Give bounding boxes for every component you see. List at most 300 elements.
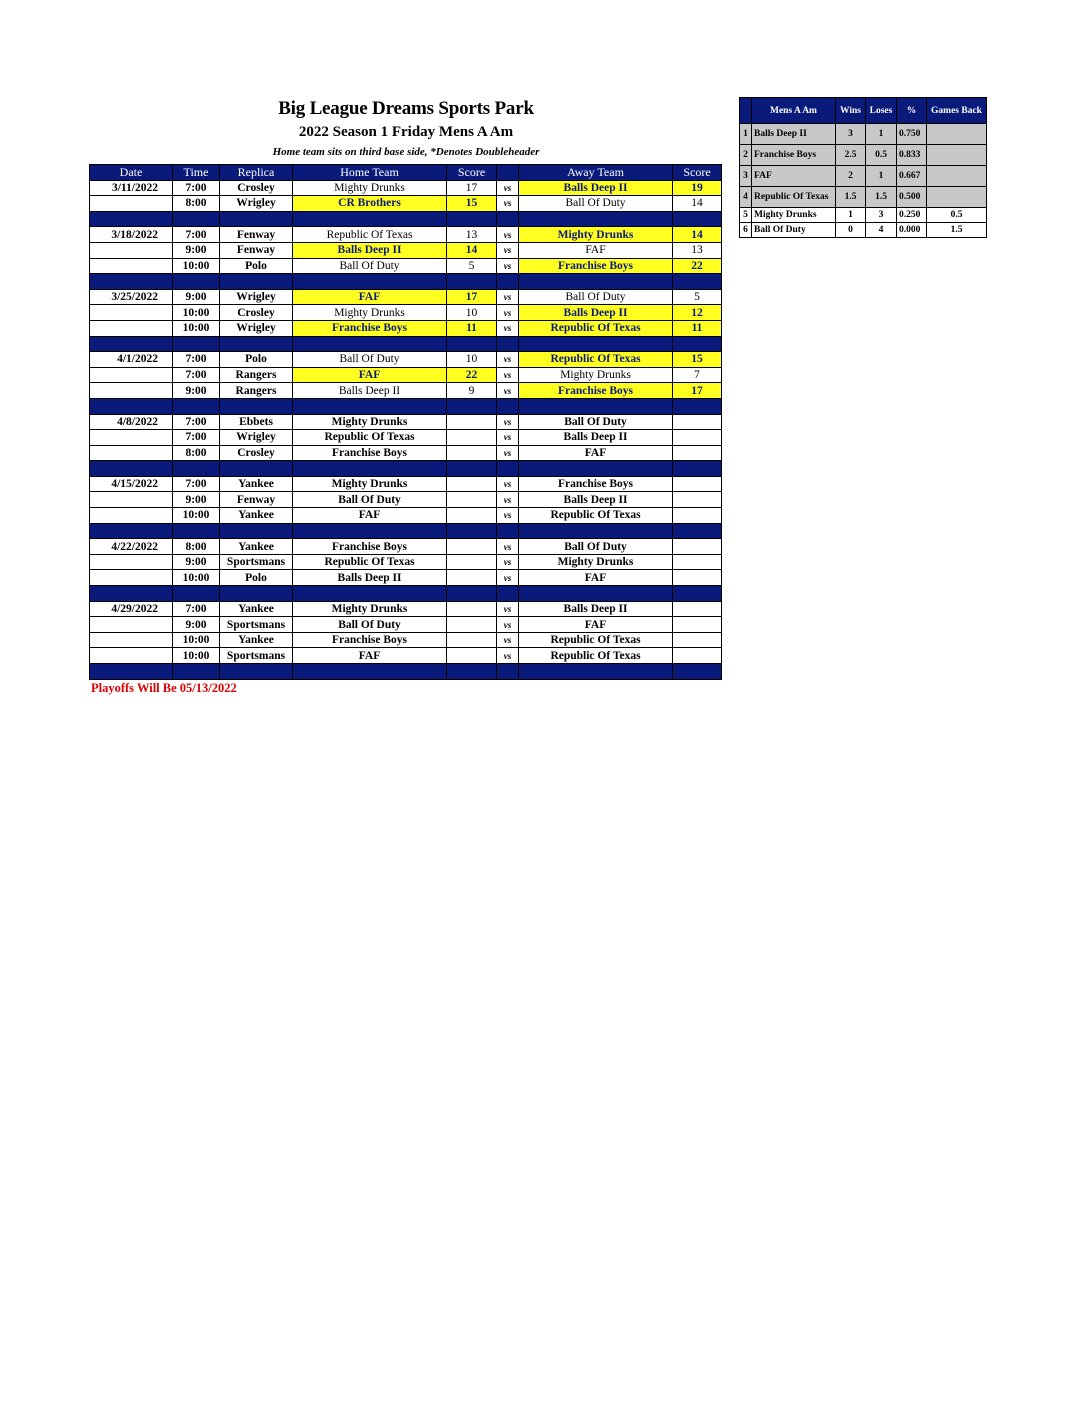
game-time: 9:00 (173, 242, 220, 258)
standings-wins: 2 (836, 166, 866, 187)
away-score: 14 (673, 196, 722, 212)
game-date: 4/1/2022 (90, 352, 173, 368)
away-score: 19 (673, 180, 722, 196)
game-time: 7:00 (173, 180, 220, 196)
standings-rank-header (740, 98, 752, 124)
separator-cell (293, 211, 447, 227)
separator-cell (447, 586, 497, 602)
away-team: Ball Of Duty (519, 414, 673, 430)
away-score (673, 476, 722, 492)
game-date (90, 492, 173, 508)
game-time: 10:00 (173, 648, 220, 664)
home-team: Balls Deep II (293, 570, 447, 586)
game-replica: Crosley (220, 180, 293, 196)
standings-games-back: 1.5 (927, 223, 987, 238)
week-separator (90, 211, 722, 227)
vs-label: vs (497, 414, 519, 430)
standings-games-back (927, 145, 987, 166)
away-team: Balls Deep II (519, 305, 673, 321)
separator-cell (673, 523, 722, 539)
standings-team: Franchise Boys (752, 145, 836, 166)
game-date: 4/22/2022 (90, 539, 173, 555)
standings-row (740, 223, 987, 238)
game-row (90, 617, 722, 633)
col-time-header: Time (173, 165, 220, 181)
separator-cell (293, 664, 447, 680)
separator-cell (173, 274, 220, 290)
week-separator (90, 664, 722, 680)
game-time: 10:00 (173, 570, 220, 586)
game-time: 9:00 (173, 289, 220, 305)
separator-cell (519, 523, 673, 539)
separator-cell (90, 664, 173, 680)
home-score (447, 414, 497, 430)
standings-row (740, 145, 987, 166)
separator-cell (673, 586, 722, 602)
game-row (90, 258, 722, 274)
game-replica: Sportsmans (220, 554, 293, 570)
away-team: FAF (519, 445, 673, 461)
game-time: 7:00 (173, 430, 220, 446)
game-time: 10:00 (173, 508, 220, 524)
separator-cell (173, 523, 220, 539)
separator-cell (447, 211, 497, 227)
home-score: 14 (447, 242, 497, 258)
home-team: Republic Of Texas (293, 227, 447, 243)
home-score: 15 (447, 196, 497, 212)
home-score (447, 476, 497, 492)
standings-loses: 1 (866, 166, 897, 187)
standings-pct-header: % (897, 98, 927, 124)
separator-cell (220, 274, 293, 290)
game-row (90, 492, 722, 508)
game-replica: Fenway (220, 492, 293, 508)
col-away-score-header: Score (673, 165, 722, 181)
home-score: 9 (447, 383, 497, 399)
game-date: 3/18/2022 (90, 227, 173, 243)
game-time: 10:00 (173, 305, 220, 321)
standings-loses: 3 (866, 208, 897, 223)
separator-cell (497, 461, 519, 477)
week-separator (90, 398, 722, 414)
away-team: Ball Of Duty (519, 289, 673, 305)
separator-cell (293, 336, 447, 352)
standings-rank: 2 (740, 145, 752, 166)
away-team: FAF (519, 617, 673, 633)
separator-cell (173, 211, 220, 227)
vs-label: vs (497, 367, 519, 383)
home-team: Franchise Boys (293, 632, 447, 648)
separator-cell (293, 586, 447, 602)
home-score (447, 554, 497, 570)
standings-rank: 4 (740, 187, 752, 208)
home-team: Franchise Boys (293, 539, 447, 555)
standings-row (740, 208, 987, 223)
game-time: 7:00 (173, 227, 220, 243)
game-row (90, 289, 722, 305)
standings-loses-header: Loses (866, 98, 897, 124)
home-team: Mighty Drunks (293, 305, 447, 321)
game-date (90, 570, 173, 586)
away-score: 7 (673, 367, 722, 383)
game-replica: Fenway (220, 242, 293, 258)
separator-cell (220, 398, 293, 414)
separator-cell (519, 461, 673, 477)
separator-cell (293, 523, 447, 539)
separator-cell (673, 398, 722, 414)
game-date (90, 320, 173, 336)
away-team: Balls Deep II (519, 430, 673, 446)
separator-cell (519, 274, 673, 290)
home-team: Republic Of Texas (293, 430, 447, 446)
game-row (90, 508, 722, 524)
standings-team: Republic Of Texas (752, 187, 836, 208)
standings-team: Ball Of Duty (752, 223, 836, 238)
game-date (90, 648, 173, 664)
vs-label: vs (497, 227, 519, 243)
standings-pct: 0.833 (897, 145, 927, 166)
standings-games-back (927, 166, 987, 187)
game-time: 9:00 (173, 617, 220, 633)
standings-pct: 0.750 (897, 124, 927, 145)
away-score: 14 (673, 227, 722, 243)
game-replica: Polo (220, 258, 293, 274)
game-time: 7:00 (173, 352, 220, 368)
game-time: 10:00 (173, 258, 220, 274)
week-separator (90, 586, 722, 602)
away-score: 22 (673, 258, 722, 274)
separator-cell (220, 461, 293, 477)
game-time: 8:00 (173, 445, 220, 461)
vs-label: vs (497, 445, 519, 461)
away-score (673, 554, 722, 570)
game-row (90, 539, 722, 555)
home-score (447, 539, 497, 555)
away-score: 11 (673, 320, 722, 336)
col-vs-header (497, 165, 519, 181)
game-time: 9:00 (173, 554, 220, 570)
vs-label: vs (497, 508, 519, 524)
separator-cell (497, 523, 519, 539)
home-team: Balls Deep II (293, 383, 447, 399)
away-score (673, 445, 722, 461)
separator-cell (293, 398, 447, 414)
home-score (447, 632, 497, 648)
separator-cell (497, 398, 519, 414)
home-team: FAF (293, 648, 447, 664)
standings-team: Balls Deep II (752, 124, 836, 145)
game-date (90, 305, 173, 321)
page-subtitle: 2022 Season 1 Friday Mens A Am (298, 124, 514, 140)
away-team: Franchise Boys (519, 258, 673, 274)
standings-row (740, 124, 987, 145)
separator-cell (220, 211, 293, 227)
vs-label: vs (497, 554, 519, 570)
vs-label: vs (497, 289, 519, 305)
away-team: FAF (519, 570, 673, 586)
home-team: CR Brothers (293, 196, 447, 212)
separator-cell (90, 523, 173, 539)
standings-wins: 1 (836, 208, 866, 223)
separator-cell (293, 461, 447, 477)
standings-table (739, 97, 987, 238)
separator-cell (447, 336, 497, 352)
standings-rank: 1 (740, 124, 752, 145)
standings-games-back (927, 187, 987, 208)
home-score (447, 492, 497, 508)
home-score: 22 (447, 367, 497, 383)
home-score (447, 617, 497, 633)
game-replica: Yankee (220, 539, 293, 555)
game-row (90, 242, 722, 258)
home-score (447, 601, 497, 617)
home-team: Ball Of Duty (293, 352, 447, 368)
game-row (90, 445, 722, 461)
game-date (90, 508, 173, 524)
separator-cell (293, 274, 447, 290)
standings-loses: 1 (866, 124, 897, 145)
vs-label: vs (497, 617, 519, 633)
game-row (90, 180, 722, 196)
home-score: 13 (447, 227, 497, 243)
standings-loses: 4 (866, 223, 897, 238)
home-score: 11 (447, 320, 497, 336)
game-row (90, 554, 722, 570)
separator-cell (447, 274, 497, 290)
home-team: Mighty Drunks (293, 476, 447, 492)
separator-cell (220, 664, 293, 680)
away-team: Republic Of Texas (519, 320, 673, 336)
game-date (90, 258, 173, 274)
separator-cell (90, 586, 173, 602)
vs-label: vs (497, 383, 519, 399)
standings-pct: 0.667 (897, 166, 927, 187)
home-score (447, 445, 497, 461)
game-row (90, 305, 722, 321)
week-separator (90, 336, 722, 352)
home-team: Mighty Drunks (293, 414, 447, 430)
vs-label: vs (497, 648, 519, 664)
week-separator (90, 274, 722, 290)
page-title: Big League Dreams Sports Park (278, 98, 534, 119)
home-team: FAF (293, 508, 447, 524)
home-score: 17 (447, 180, 497, 196)
home-team: FAF (293, 367, 447, 383)
away-score (673, 632, 722, 648)
game-row (90, 648, 722, 664)
game-row (90, 227, 722, 243)
col-home-team-header: Home Team (293, 165, 447, 181)
separator-cell (519, 336, 673, 352)
game-replica: Ebbets (220, 414, 293, 430)
separator-cell (497, 336, 519, 352)
home-score (447, 570, 497, 586)
home-team: Mighty Drunks (293, 601, 447, 617)
away-score: 13 (673, 242, 722, 258)
game-time: 9:00 (173, 492, 220, 508)
away-score (673, 508, 722, 524)
game-time: 7:00 (173, 367, 220, 383)
separator-cell (497, 664, 519, 680)
away-team: Franchise Boys (519, 383, 673, 399)
game-replica: Polo (220, 352, 293, 368)
separator-cell (447, 398, 497, 414)
separator-cell (497, 274, 519, 290)
home-team: Balls Deep II (293, 242, 447, 258)
home-score (447, 648, 497, 664)
vs-label: vs (497, 258, 519, 274)
vs-label: vs (497, 430, 519, 446)
standings-team: Mighty Drunks (752, 208, 836, 223)
away-score (673, 617, 722, 633)
game-replica: Sportsmans (220, 648, 293, 664)
vs-label: vs (497, 570, 519, 586)
col-date-header: Date (90, 165, 173, 181)
separator-cell (220, 586, 293, 602)
vs-label: vs (497, 352, 519, 368)
away-team: Mighty Drunks (519, 554, 673, 570)
col-home-score-header: Score (447, 165, 497, 181)
separator-cell (90, 336, 173, 352)
separator-cell (673, 461, 722, 477)
standings-games-back (927, 124, 987, 145)
game-date: 4/8/2022 (90, 414, 173, 430)
vs-label: vs (497, 320, 519, 336)
separator-cell (90, 398, 173, 414)
standings-rank: 3 (740, 166, 752, 187)
home-team: Mighty Drunks (293, 180, 447, 196)
separator-cell (90, 274, 173, 290)
standings-wins: 3 (836, 124, 866, 145)
game-row (90, 570, 722, 586)
away-score (673, 539, 722, 555)
game-date (90, 383, 173, 399)
week-separator (90, 461, 722, 477)
standings-rank: 5 (740, 208, 752, 223)
standings-wins: 1.5 (836, 187, 866, 208)
separator-cell (220, 523, 293, 539)
vs-label: vs (497, 196, 519, 212)
vs-label: vs (497, 476, 519, 492)
game-row (90, 601, 722, 617)
home-team: FAF (293, 289, 447, 305)
standings-pct: 0.500 (897, 187, 927, 208)
game-replica: Polo (220, 570, 293, 586)
game-row (90, 476, 722, 492)
game-date (90, 242, 173, 258)
separator-cell (447, 523, 497, 539)
week-separator (90, 523, 722, 539)
vs-label: vs (497, 305, 519, 321)
away-score (673, 430, 722, 446)
separator-cell (519, 664, 673, 680)
col-replica-header: Replica (220, 165, 293, 181)
home-team: Republic Of Texas (293, 554, 447, 570)
away-score: 15 (673, 352, 722, 368)
away-team: Republic Of Texas (519, 352, 673, 368)
separator-cell (673, 664, 722, 680)
away-team: Mighty Drunks (519, 227, 673, 243)
away-team: Franchise Boys (519, 476, 673, 492)
game-replica: Wrigley (220, 430, 293, 446)
separator-cell (173, 398, 220, 414)
separator-cell (519, 586, 673, 602)
home-score: 10 (447, 352, 497, 368)
separator-cell (90, 211, 173, 227)
game-date: 3/11/2022 (90, 180, 173, 196)
home-score: 17 (447, 289, 497, 305)
game-replica: Yankee (220, 476, 293, 492)
home-team: Franchise Boys (293, 445, 447, 461)
separator-cell (673, 211, 722, 227)
standings-games-back: 0.5 (927, 208, 987, 223)
standings-wins-header: Wins (836, 98, 866, 124)
standings-team: FAF (752, 166, 836, 187)
away-team: FAF (519, 242, 673, 258)
separator-cell (673, 336, 722, 352)
game-replica: Wrigley (220, 289, 293, 305)
separator-cell (447, 461, 497, 477)
home-score (447, 508, 497, 524)
standings-pct: 0.250 (897, 208, 927, 223)
game-date (90, 632, 173, 648)
standings-team-header: Mens A Am (752, 98, 836, 124)
home-team: Franchise Boys (293, 320, 447, 336)
separator-cell (220, 336, 293, 352)
game-date (90, 196, 173, 212)
game-date: 3/25/2022 (90, 289, 173, 305)
game-replica: Yankee (220, 601, 293, 617)
away-score: 17 (673, 383, 722, 399)
standings-loses: 0.5 (866, 145, 897, 166)
game-row (90, 320, 722, 336)
separator-cell (173, 461, 220, 477)
standings-wins: 2.5 (836, 145, 866, 166)
game-replica: Rangers (220, 367, 293, 383)
away-team: Balls Deep II (519, 601, 673, 617)
vs-label: vs (497, 492, 519, 508)
schedule-note: Home team sits on third base side, *Denotes Doubleheader (272, 146, 540, 158)
game-row (90, 352, 722, 368)
game-date (90, 430, 173, 446)
vs-label: vs (497, 601, 519, 617)
game-date (90, 445, 173, 461)
game-time: 8:00 (173, 539, 220, 555)
away-score: 5 (673, 289, 722, 305)
away-team: Republic Of Texas (519, 648, 673, 664)
game-date: 4/29/2022 (90, 601, 173, 617)
away-score (673, 492, 722, 508)
separator-cell (447, 664, 497, 680)
standings-row (740, 187, 987, 208)
game-replica: Sportsmans (220, 617, 293, 633)
game-time: 7:00 (173, 414, 220, 430)
game-time: 8:00 (173, 196, 220, 212)
vs-label: vs (497, 632, 519, 648)
away-team: Ball Of Duty (519, 196, 673, 212)
vs-label: vs (497, 539, 519, 555)
game-time: 7:00 (173, 601, 220, 617)
game-time: 10:00 (173, 320, 220, 336)
standings-header-row (740, 98, 987, 124)
separator-cell (519, 398, 673, 414)
game-replica: Crosley (220, 305, 293, 321)
schedule-table (89, 164, 722, 680)
schedule-header-row (90, 165, 722, 181)
vs-label: vs (497, 242, 519, 258)
away-score (673, 570, 722, 586)
away-team: Republic Of Texas (519, 632, 673, 648)
